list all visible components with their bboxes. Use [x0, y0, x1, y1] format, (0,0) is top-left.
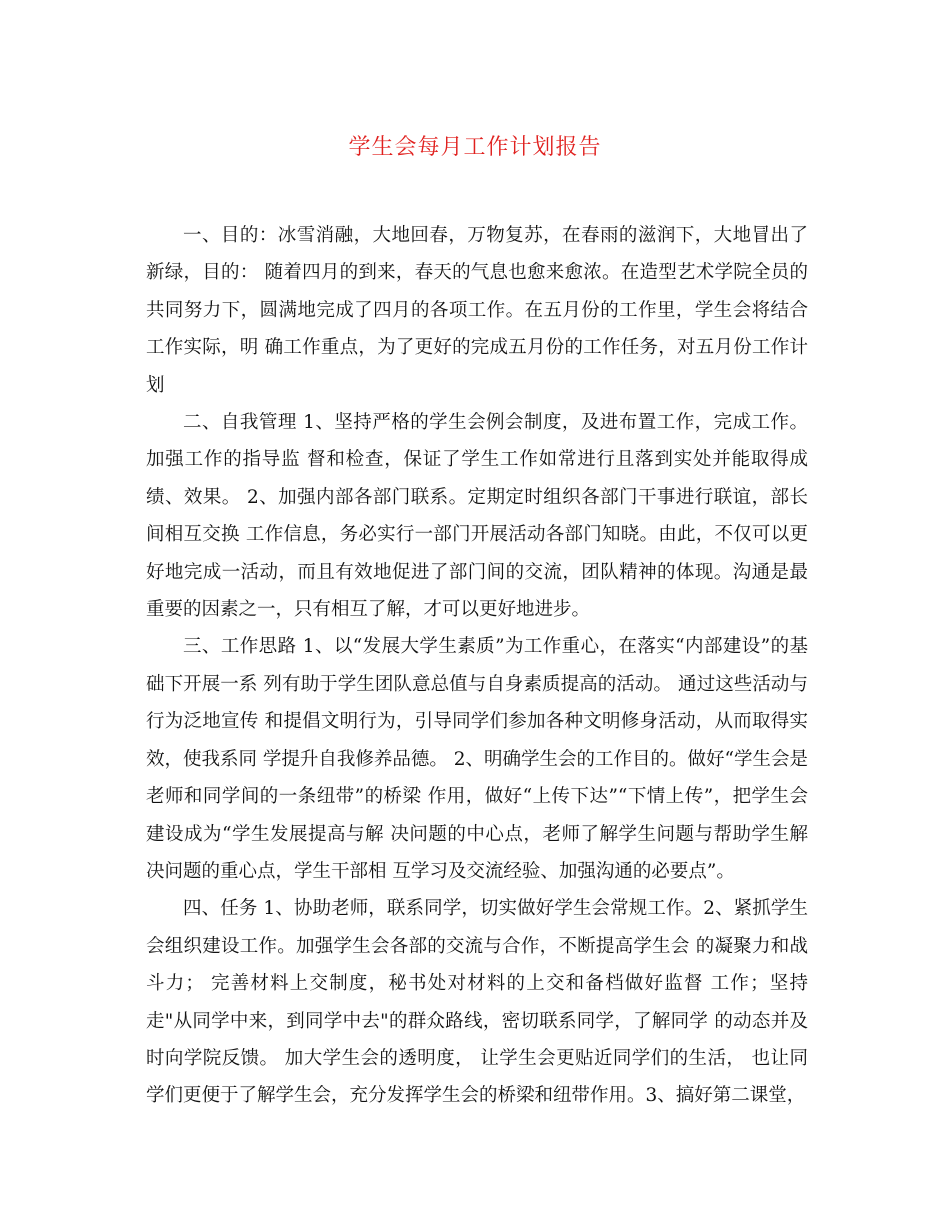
paragraph-purpose: 一、目的：冰雪消融，大地回春，万物复苏，在春雨的滋润下，大地冒出了新绿，目的： 随着四月的到来，春天的气息也愈来愈浓。在造型艺术学院全员的共同努力下，圆满地完成了四月的各项工作。在五月份的工作里，学生会将结合工作实际，明 确工作重点，为了更好的完成五月份的工作任务，对五月份工作计划	[146, 225, 808, 396]
paragraph-work-approach: 三、工作思路 1、以“发展大学生素质”为工作重心，在落实“内部建设”的基础下开展一系 列有助于学生团队意总值与自身素质提高的活动。 通过这些活动与行为泛地宣传 和提倡文明行为，引导同学们参加各种文明修身活动，从而取得实效，使我系同 学提升自我修养品德。 2、明确学生会的工作目的。做好“学生会是老师和同学间的一条纽带”的桥梁 作用，做好“上传下达”“下情上传”，把学生会建设成为“学生发展提高与解 决问题的中心点，老师了解学生问题与帮助学生解决问题的重心点，学生干部相 互学习及交流经验、加强沟通的必要点”。	[146, 636, 808, 882]
paragraph-self-management: 二、自我管理 1、坚持严格的学生会例会制度，及进布置工作，完成工作。加强工作的指导监 督和检查，保证了学生工作如常进行且落到实处并能取得成绩、效果。 2、加强内部各部门联系。定期定时组织各部门干事进行联谊，部长间相互交换 工作信息，务必实行一部门开展活动各部门知晓。由此，不仅可以更好地完成一活动，而且有效地促进了部门间的交流，团队精神的体现。沟通是最重要的因素之一，只有相互了解，才可以更好地进步。	[146, 412, 808, 621]
document-body	[146, 217, 808, 1115]
document-title: 学生会每月工作计划报告	[348, 135, 602, 160]
paragraph-tasks: 四、任务 1、协助老师，联系同学，切实做好学生会常规工作。2、紧抓学生会组织建设工作。加强学生会各部的交流与合作，不断提高学生会 的凝聚力和战斗力； 完善材料上交制度，秘书处对材料的上交和备档做好监督 工作；坚持走"从同学中来，到同学中去"的群众路线，密切联系同学，了解同学 的动态并及时向学院反馈。 加大学生会的透明度， 让学生会更贴近同学们的生活， 也让同学们更便于了解学生会，充分发挥学生会的桥梁和纽带作用。3、搞好第二课堂，	[146, 898, 808, 1107]
